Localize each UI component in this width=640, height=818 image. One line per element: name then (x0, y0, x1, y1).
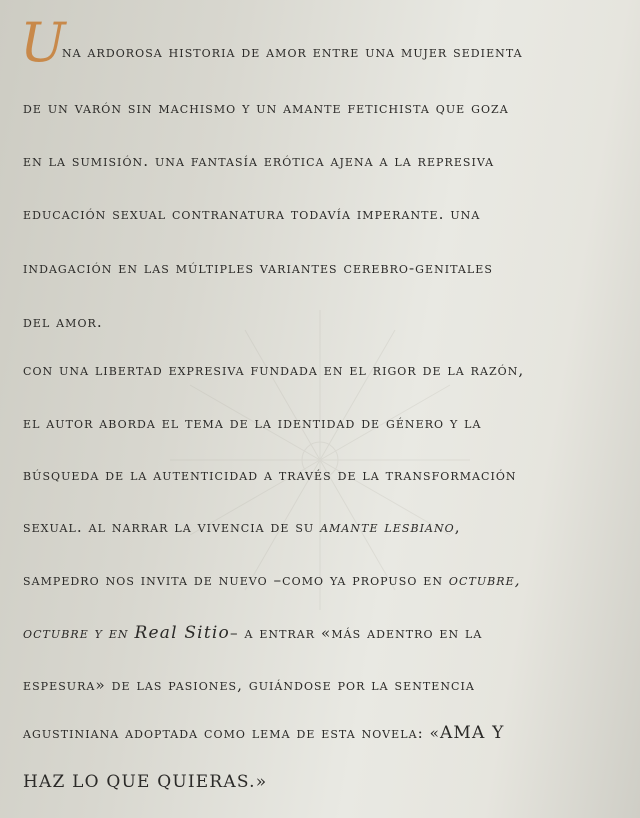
line-12-text: octubre y en (23, 624, 135, 642)
line-11-text: sampedro nos invita de nuevo –como ya propuso en (23, 571, 449, 589)
text-line-2: de un varón sin machismo y un amante fetichista que goza (23, 99, 509, 117)
text-line-3: en la sumisión. una fantasía erótica ajena a la represiva (23, 152, 495, 170)
text-line-12 (23, 623, 632, 643)
text-line-10 (23, 518, 632, 536)
line-12-rest: – a entrar «más adentro en la (229, 624, 483, 642)
text-line-6: del amor. (23, 313, 103, 331)
text-line-13: espesura» de las pasiones, guiándose por la sentencia (23, 676, 475, 694)
drop-cap: U (20, 11, 66, 74)
text-line-8: el autor aborda el tema de la identidad de género y la (23, 414, 482, 432)
text-line-7: con una libertad expresiva fundada en el rigor de la razón, (23, 361, 525, 379)
text-line-11 (23, 571, 632, 589)
quote-ama-y: AMA Y (439, 723, 505, 743)
text-line-5: indagación en las múltiples variantes cerebro-genitales (23, 259, 493, 277)
text-line-4: educación sexual contranatura todavía imperante. una (23, 205, 481, 223)
text-line-1: na ardorosa historia de amor entre una mujer sedienta (62, 43, 523, 61)
book-title-octubre: octubre, (448, 571, 521, 589)
text-line-9: búsqueda de la autenticidad a través de la transformación (23, 466, 517, 484)
line-10-text: sexual. al narrar la vivencia de su (23, 518, 321, 536)
line-14-text: agustiniana adoptada como lema de esta novela: « (23, 724, 440, 742)
text-line-14 (23, 723, 632, 743)
book-title-real-sitio: Real Sitio (134, 623, 230, 643)
text-line-15: HAZ LO QUE QUIERAS.» (23, 772, 268, 792)
line-10-comma: , (454, 518, 461, 536)
book-title-amante-lesbiano: amante lesbiano (320, 518, 455, 536)
